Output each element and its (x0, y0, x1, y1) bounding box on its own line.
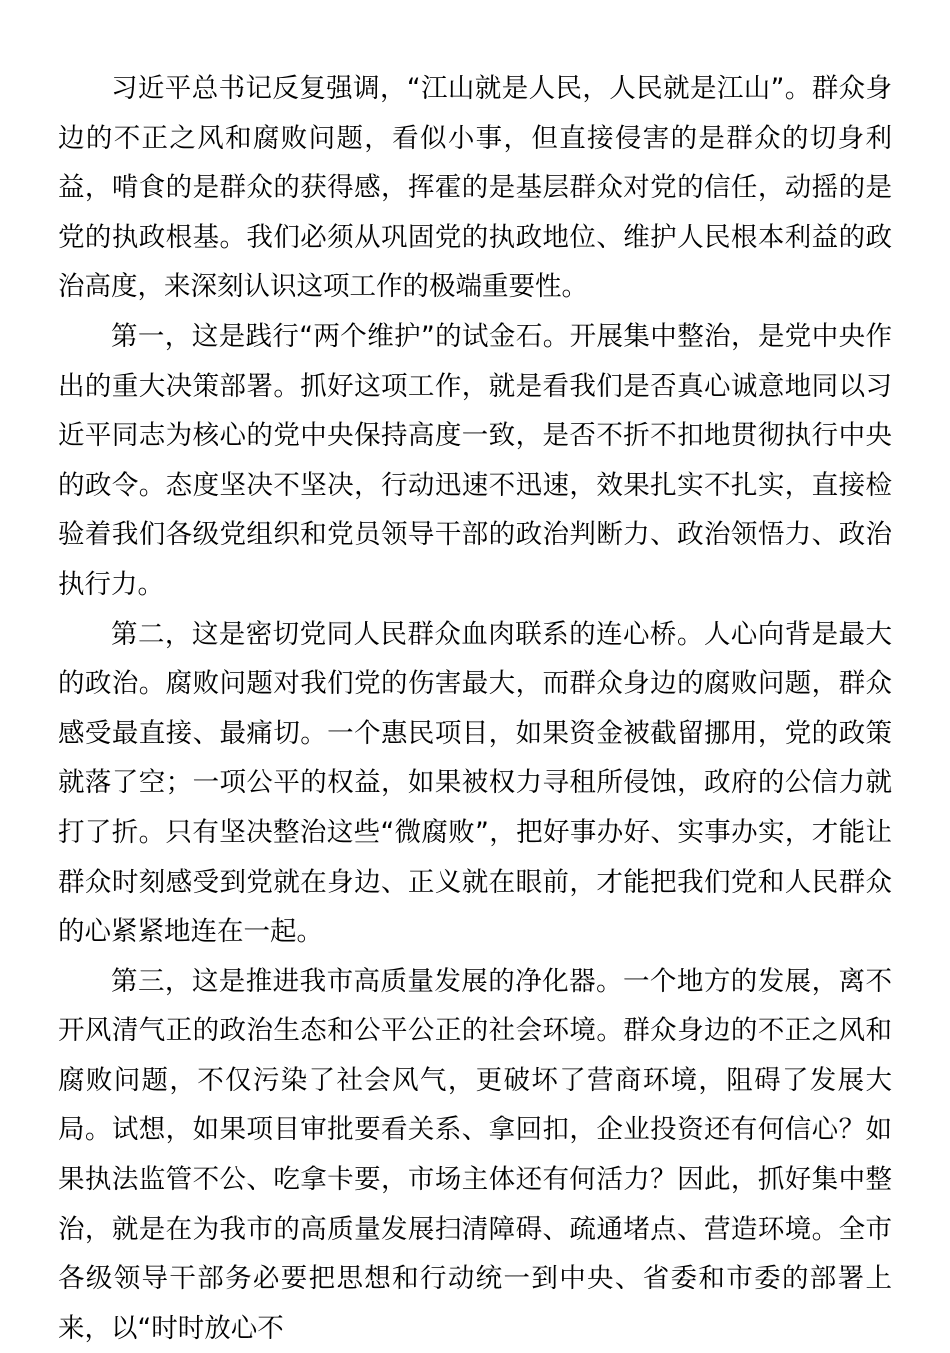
paragraph-second-point: 第二，这是密切党同人民群众血肉联系的连心桥。人心向背是最大的政治。腐败问题对我们党的伤害最大，而群众身边的腐败问题，群众感受最直接、最痛切。一个惠民项目，如果资金被截留挪用，党的政策就落了空；一项公平的权益，如果被权力寻租所侵蚀，政府的公信力就打了折。只有坚决整治这些“微腐败”，把好事办好、实事办实，才能让群众时刻感受到党就在身边、正义就在眼前，才能把我们党和人民群众的心紧紧地连在一起。 (58, 618, 892, 948)
document-body (58, 64, 892, 1353)
paragraph-first-point: 第一，这是践行“两个维护”的试金石。开展集中整治，是党中央作出的重大决策部署。抓好这项工作，就是看我们是否真心诚意地同以习近平同志为核心的党中央保持高度一致，是否不折不扣地贯彻执行中央的政令。态度坚决不坚决，行动迅速不迅速，效果扎实不扎实，直接检验着我们各级党组织和党员领导干部的政治判断力、政治领悟力、政治执行力。 (58, 320, 892, 600)
paragraph-third-point: 第三，这是推进我市高质量发展的净化器。一个地方的发展，离不开风清气正的政治生态和公平公正的社会环境。群众身边的不正之风和腐败问题，不仅污染了社会风气，更破坏了营商环境，阻碍了发展大局。试想，如果项目审批要看关系、拿回扣，企业投资还有何信心？如果执法监管不公、吃拿卡要，市场主体还有何活力？因此，抓好集中整治，就是在为我市的高质量发展扫清障碍、疏通堵点、营造环境。全市各级领导干部务必要把思想和行动统一到中央、省委和市委的部署上来，以“时时放心不 (58, 965, 892, 1344)
paragraph-intro: 习近平总书记反复强调，“江山就是人民，人民就是江山”。群众身边的不正之风和腐败问题，看似小事，但直接侵害的是群众的切身利益，啃食的是群众的获得感，挥霍的是基层群众对党的信任，动摇的是党的执政根基。我们必须从巩固党的执政地位、维护人民根本利益的政治高度，来深刻认识这项工作的极端重要性。 (58, 73, 892, 303)
